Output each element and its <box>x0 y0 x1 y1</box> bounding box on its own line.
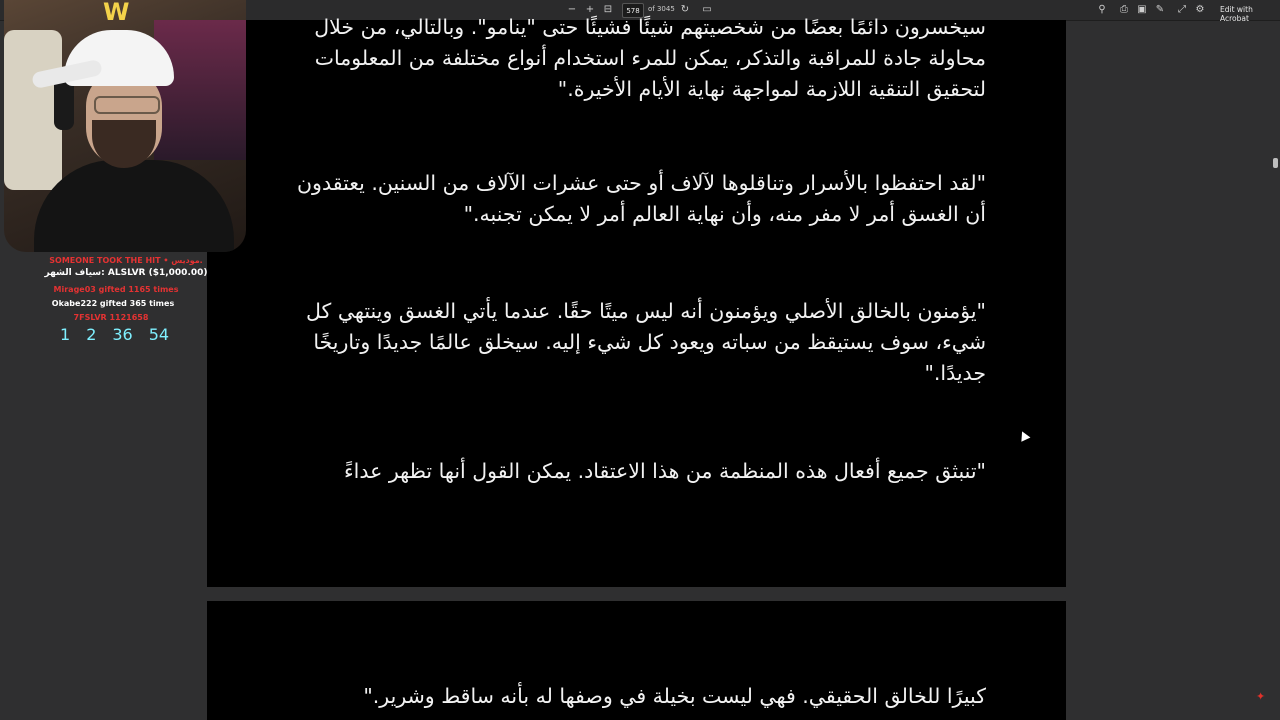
zoom-in-icon[interactable]: + <box>585 4 595 15</box>
page-number-input[interactable]: 578 <box>622 3 644 18</box>
print-icon[interactable]: ⎙ <box>1120 4 1128 15</box>
pdf-page-579 <box>207 601 1066 720</box>
overlay-gifter-3: 7FSLVR 1121658 <box>73 313 149 322</box>
pdf-page-578 <box>207 15 1066 587</box>
overlay-counters <box>60 325 169 344</box>
share-icon[interactable]: ⤢ <box>1178 4 1186 15</box>
webcam-feed <box>4 0 246 252</box>
acrobat-icon[interactable]: ✦ <box>1256 690 1266 703</box>
overlay-top-donor: سياف الشهر: ALSLVR ($1,000.00) <box>44 268 208 278</box>
overlay-gifter-2: Okabe222 gifted 365 times <box>51 299 175 308</box>
search-icon[interactable]: ⚲ <box>1098 4 1106 15</box>
counter-4: 54 <box>148 325 170 344</box>
overlay-alert: SOMEONE TOOK THE HIT • موديس. <box>49 256 203 265</box>
annotate-icon[interactable]: ✎ <box>1155 4 1165 15</box>
rotate-icon[interactable]: ↻ <box>680 4 690 15</box>
glasses <box>94 96 160 114</box>
page-count: of 3045 <box>648 5 675 13</box>
paragraph-2: "لقد احتفظوا بالأسرار وتناقلوها لآلاف أو حتى عشرات الآلاف من السنين. يعتقدون أن الغسق أمر لا مفر منه، وأن نهاية العالم أمر لا يمكن تجنبه." <box>296 171 986 226</box>
paragraph-5: كبيرًا للخالق الحقيقي. فهي ليست بخيلة في وصفها له بأنه ساقط وشرير." <box>363 684 986 708</box>
paragraph-1: سيخسرون دائمًا بعضًا من شخصيتهم شيئًا فشيئًا حتى "ينامو". وبالتالي، من خلال محاولة جادة للمراقبة والتذكر، يمكن للمرء استخدام أنواع مختلفة من المعلومات لتحقيق التنقية اللازمة لمواجهة نهاية الأيام الأخيرة." <box>314 15 986 101</box>
background-wall <box>154 20 246 160</box>
counter-2: 2 <box>86 325 97 344</box>
fit-page-icon[interactable]: ⊟ <box>603 4 613 15</box>
overlay-gifter-1: Mirage03 gifted 1165 times <box>53 285 179 294</box>
paragraph-3: "يؤمنون بالخالق الأصلي ويؤمنون أنه ليس ميتًا حقًا. عندما يأتي الغسق وينتهي كل شيء، سوف يستيقظ من سباته ويعود كل شيء إليه. سيخلق عالمًا جديدًا وتاريخًا جديدًا." <box>306 299 986 385</box>
save-icon[interactable]: ▣ <box>1137 4 1147 15</box>
scrollbar-thumb[interactable] <box>1273 158 1278 168</box>
counter-1: 1 <box>60 325 71 344</box>
zoom-out-icon[interactable]: − <box>567 4 577 15</box>
overlay-logo-icon: W <box>103 0 130 26</box>
edit-with-acrobat-button[interactable]: Edit with Acrobat <box>1220 5 1253 23</box>
settings-icon[interactable]: ⚙ <box>1195 4 1205 15</box>
streamer-body <box>34 160 234 252</box>
paragraph-4: "تنبثق جميع أفعال هذه المنظمة من هذا الاعتقاد. يمكن القول أنها تظهر عداءً <box>344 459 986 483</box>
two-page-icon[interactable]: ▭ <box>702 4 712 15</box>
counter-3: 36 <box>112 325 133 344</box>
